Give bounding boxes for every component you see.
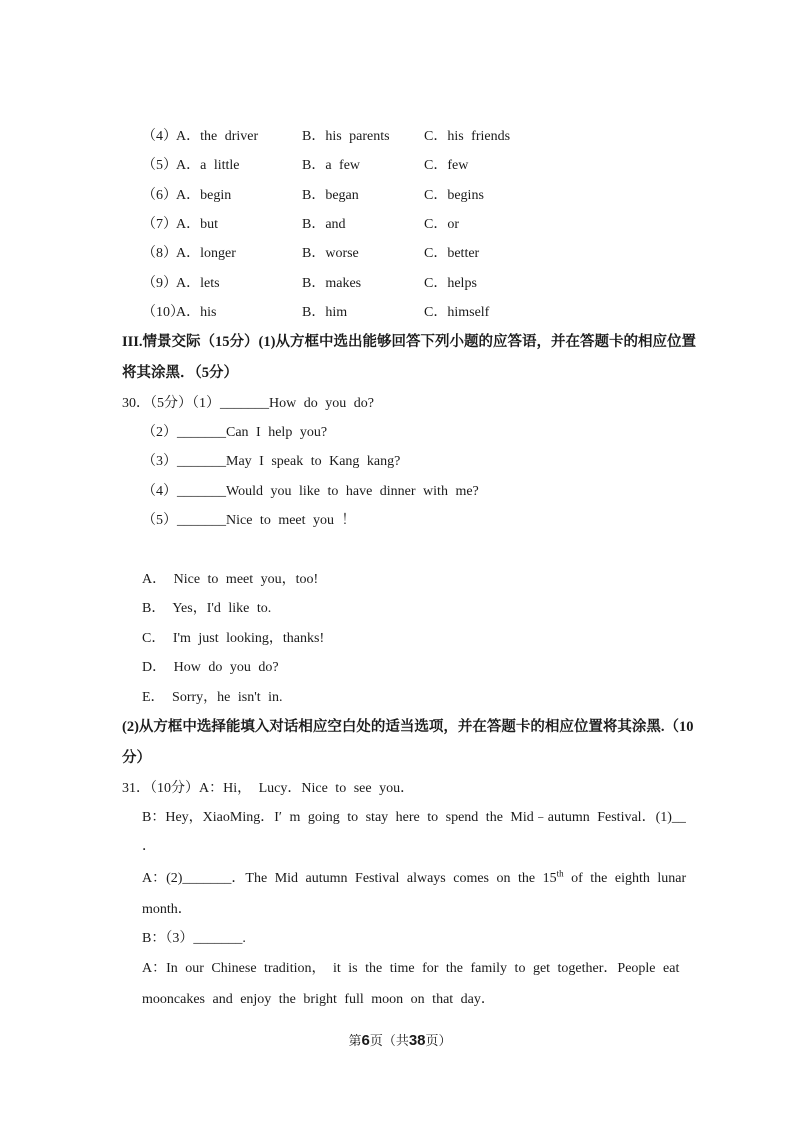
- q29-row-6-option-a: A．lets: [176, 276, 220, 291]
- q30-line-4: （4）_______Would you like to have dinner with me?: [142, 484, 479, 499]
- q29-row-7-option-a: A．his: [176, 305, 217, 320]
- q29-row-1-option-number: （4）: [142, 129, 177, 144]
- q29-row-4-option-c: C．or: [424, 217, 459, 232]
- q29-row-6-option-c: C．helps: [424, 276, 477, 291]
- q29-row-1-option-c: C．his friends: [424, 129, 511, 144]
- q29-row-4-option-b: B．and: [302, 217, 346, 232]
- q29-row-3-option-b: B．began: [302, 188, 359, 203]
- q30-choice-a: A． Nice to meet you，too!: [142, 572, 319, 587]
- q31-line-4-pre: A：(2)_______．The Mid autumn Festival always comes on the 15: [142, 871, 557, 886]
- q29-row-5-option-c: C．better: [424, 246, 480, 261]
- q30-choice-e: E． Sorry，he isn't in.: [142, 690, 283, 705]
- q29-row-5-option-a: A．longer: [176, 246, 236, 261]
- q29-row-6-option-b: B．makes: [302, 276, 362, 291]
- page-footer: [0, 1030, 800, 1049]
- q30-line-5: （5）_______Nice to meet you ！: [142, 513, 356, 528]
- q31-line-7: A：In our Chinese tradition， it is the time for the family to get together．People eat: [142, 961, 680, 976]
- q30-choice-c: C． I'm just looking，thanks!: [142, 631, 325, 646]
- q29-row-4-option-a: A．but: [176, 217, 218, 232]
- q31-line-1: 31．（10分）A：Hi， Lucy．Nice to see you．: [122, 781, 415, 796]
- section3-heading-line1: III.情景交际（15分）(1)从方框中选出能够回答下列小题的应答语，并在答题卡的相应位置: [122, 334, 696, 350]
- part2-heading-line1: (2)从方框中选择能填入对话相应空白处的适当选项，并在答题卡的相应位置将其涂黑.（10: [122, 719, 694, 735]
- q29-row-5-option-b: B．worse: [302, 246, 359, 261]
- q30-choice-b: B． Yes，I'd like to.: [142, 601, 272, 616]
- q29-row-2-option-c: C．few: [424, 158, 469, 173]
- q31-line-3: ．: [142, 839, 156, 854]
- q29-row-7-option-number: （10）: [142, 305, 184, 320]
- q29-row-1-option-b: B．his parents: [302, 129, 390, 144]
- footer-total-pages: 38: [408, 1032, 426, 1049]
- q31-line-2: B：Hey，XiaoMing．I′ m going to stay here to spend the Mid﹣autumn Festival．(1)__: [142, 810, 686, 825]
- section3-heading-line2: 将其涂黑．（5分）: [122, 365, 238, 381]
- ordinal-suffix: th: [556, 868, 564, 879]
- q29-row-7-option-b: B．him: [302, 305, 348, 320]
- q30-line-1: 30．（5分）（1）_______How do you do?: [122, 396, 374, 411]
- q29-row-3-option-c: C．begins: [424, 188, 484, 203]
- q30-choice-d: D． How do you do?: [142, 660, 279, 675]
- part2-heading-line2: 分）: [122, 750, 151, 766]
- footer-page-number: 6: [361, 1032, 370, 1049]
- q29-row-2-option-b: B．a few: [302, 158, 361, 173]
- q29-row-4-option-number: （7）: [142, 217, 177, 232]
- q29-row-3-option-number: （6）: [142, 188, 177, 203]
- q29-row-5-option-number: （8）: [142, 246, 177, 261]
- q31-line-6: B：（3）_______.: [142, 931, 246, 946]
- q30-line-3: （3）_______May I speak to Kang kang?: [142, 454, 401, 469]
- q29-row-2-option-number: （5）: [142, 158, 177, 173]
- q29-row-6-option-number: （9）: [142, 276, 177, 291]
- q29-row-7-option-c: C．himself: [424, 305, 490, 320]
- footer-mid: 页（共: [369, 1033, 409, 1048]
- q29-row-1-option-a: A．the driver: [176, 129, 259, 144]
- q29-row-3-option-a: A．begin: [176, 188, 232, 203]
- q31-line-4-post: of the eighth lunar: [563, 871, 687, 886]
- footer-post: 页）: [425, 1033, 452, 1048]
- q31-line-4: [142, 870, 686, 888]
- footer-pre: 第: [348, 1033, 362, 1048]
- q30-line-2: （2）_______Can I help you?: [142, 425, 328, 440]
- q29-row-2-option-a: A．a little: [176, 158, 240, 173]
- q31-line-5: month．: [142, 902, 192, 917]
- q31-line-8: mooncakes and enjoy the bright full moon on that day．: [142, 992, 495, 1007]
